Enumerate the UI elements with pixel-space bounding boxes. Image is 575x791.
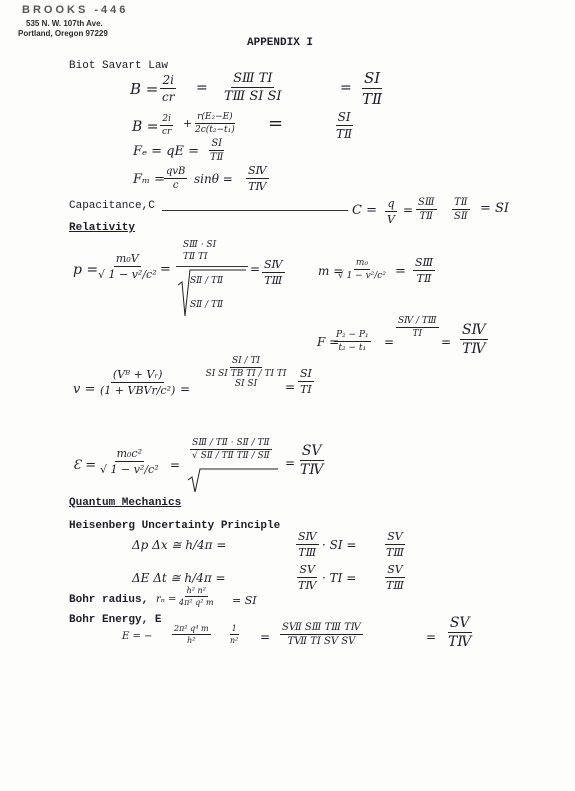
m-f2d: TⅡ [416,272,432,285]
p-lhs: p = [73,262,99,278]
p-bot: SⅡ / TⅡ [190,276,224,286]
b1-f1d: cr [162,90,175,104]
c-f1n: q [387,197,395,210]
p-top: SⅢ · SⅠ [183,240,217,250]
p-radical [178,270,246,316]
fm-f2n: SⅣ [248,164,267,177]
b1-f3d: TⅡ [362,90,383,108]
e-eq: = [170,458,181,472]
v-f3n: SⅠ [300,367,312,380]
c-f2n: SⅢ [418,197,435,208]
b1-eq2: = [340,80,352,96]
b2-f3n: SⅠ [337,110,351,124]
br-lhs: rₙ = [156,594,177,605]
page-title: APPENDIX I [247,37,314,49]
e-fd: √ 1 − v²/c² [100,463,159,476]
b1-eq: = [196,80,208,96]
c-eq2: = [403,203,414,217]
fm-mid: sinθ = [194,172,233,186]
h2-fn: SⅤ [299,563,315,576]
v-fn: (Vᴮ + Vᵣ) [112,368,163,381]
e-eq2: = [285,456,296,470]
b2-lhs: B = [132,119,159,135]
h1-f2n: SⅤ [387,530,403,543]
h2-f2n: SⅤ [387,563,403,576]
m-fd: √ 1 − v²/c² [338,271,386,281]
p-top2: TⅡ TⅠ [183,252,208,262]
section-bohr-energy: Bohr Energy, E [69,614,162,626]
be-lhs: E = − [122,631,153,642]
b2-f2n: r(E₂−E) [197,112,233,122]
h1-lhs: Δp Δx ≅ h/4π = [132,538,227,552]
p-f3d: TⅢ [264,274,283,287]
fm-lhs: Fₘ = [133,172,166,187]
c-f3n: TⅡ [454,197,468,208]
b2-f2d: 2c(t₂−t₁) [195,125,235,135]
h1-mid: · SⅠ = [322,538,357,552]
fe-fn: SⅠ [211,138,223,149]
section-bohr-radius: Bohr radius, [69,594,149,606]
fm-f2d: TⅣ [248,180,267,193]
h2-f2d: TⅢ [386,579,404,592]
section-capacitance: Capacitance,C [69,200,155,212]
e-f3n: SⅤ [301,443,322,459]
be-fn: 2π² q⁴ m [174,624,209,633]
h2-mid: · TⅠ = [322,571,357,585]
h1-fd: TⅢ [298,546,317,559]
v-f2d: SⅠ SⅠ TB TⅠ / TⅠ TⅠ SⅠ SⅠ [205,369,287,389]
br-end: = SⅠ [232,594,257,607]
b1-lhs: B = [130,80,159,98]
f-f2d: TⅠ [412,329,423,339]
b1-f3n: SⅠ [364,69,381,87]
h1-fn: SⅣ [298,530,317,543]
v-fd: (1 + VBVr/c²) [100,384,176,397]
b2-f3d: TⅡ [336,127,353,141]
v-eq: = [180,382,191,396]
e-f2n: SⅢ / TⅡ · SⅡ / TⅡ [192,438,270,448]
e-f3d: TⅣ [300,462,324,478]
br-fn: h² n² [186,586,206,595]
b2-eq: = [268,113,282,134]
c-f3d: SⅡ [454,211,468,222]
fm-fn: qvB [166,166,186,177]
e-lhs: Ɛ = [73,458,97,473]
f-eq: = [384,335,395,349]
b2-plus: + [183,117,193,130]
be-f3d: TⅦ TⅠ SⅤ SⅤ [287,636,356,647]
h2-fd: TⅣ [298,579,317,592]
fe-fd: TⅡ [210,152,224,163]
p-bot2: SⅡ / TⅡ [190,300,224,310]
c-f2d: TⅡ [419,211,433,222]
f-f3d: TⅣ [462,341,486,357]
v-lhs: v = [73,382,96,397]
be-eq: = [260,630,271,644]
v-f2n: SⅠ / TⅠ [231,356,261,366]
v-eq2: = [285,380,296,394]
be-f4d: TⅣ [448,634,472,650]
b1-f2d: TⅢ SⅠ SⅠ [224,89,282,104]
fe-lhs: Fₑ = qE = [133,144,200,159]
br-fd: 4π² q² m [179,598,214,607]
section-heisenberg: Heisenberg Uncertainty Principle [69,520,281,532]
h1-f2d: TⅢ [386,546,404,559]
f-fd: t₂ − t₁ [338,343,367,353]
be-f2n: 1 [231,624,237,633]
section-biot-savart: Biot Savart Law [69,60,169,72]
h2-lhs: ΔE Δt ≅ h/4π = [132,571,226,585]
m-fn: m₀ [355,258,369,268]
e-f2d: √ SⅡ / TⅡ TⅡ / SⅡ [192,451,270,461]
be-f3n: SⅦ SⅢ TⅢ TⅣ [282,622,361,633]
e-fn: m₀c² [116,447,143,460]
fm-fd: c [172,180,179,191]
address-line-1: 535 N. W. 107th Ave. [26,19,103,28]
m-f2n: SⅢ [415,256,434,269]
v-f3d: TⅠ [300,383,312,396]
p-eq: = [160,262,171,277]
m-eq: = [395,264,406,279]
b2-f1d: cr [162,127,172,137]
p-f3n: SⅣ [264,258,283,271]
b1-f1n: 2i [162,73,174,87]
b1-f2n: SⅢ TⅠ [233,71,273,86]
f-lhs: F = [317,335,340,349]
c-end: = SⅠ [480,201,510,216]
e-radical [188,469,278,492]
f-fn: P₂ − P₁ [336,330,369,340]
p-fn: m₀V [115,252,139,265]
stamp-name: BROOKS -446 [22,4,129,16]
p-eq2: = [250,262,261,276]
f-f3n: SⅣ [462,322,486,338]
be-eq2: = [426,630,437,644]
section-relativity: Relativity [69,222,136,234]
f-f2n: SⅣ / TⅢ [398,316,437,326]
be-f2d: n² [230,636,239,645]
section-quantum: Quantum Mechanics [69,497,182,509]
address-line-2: Portland, Oregon 97229 [18,29,108,38]
p-fd: √ 1 − v²/c² [98,268,157,281]
f-eq2: = [441,335,452,349]
c-eq: C = [352,203,377,218]
be-f4n: SⅤ [449,615,470,631]
b2-f1n: 2i [162,114,171,124]
be-fd: h² [187,636,196,645]
c-f1d: V [387,213,395,226]
m-lhs: m = [318,264,344,278]
